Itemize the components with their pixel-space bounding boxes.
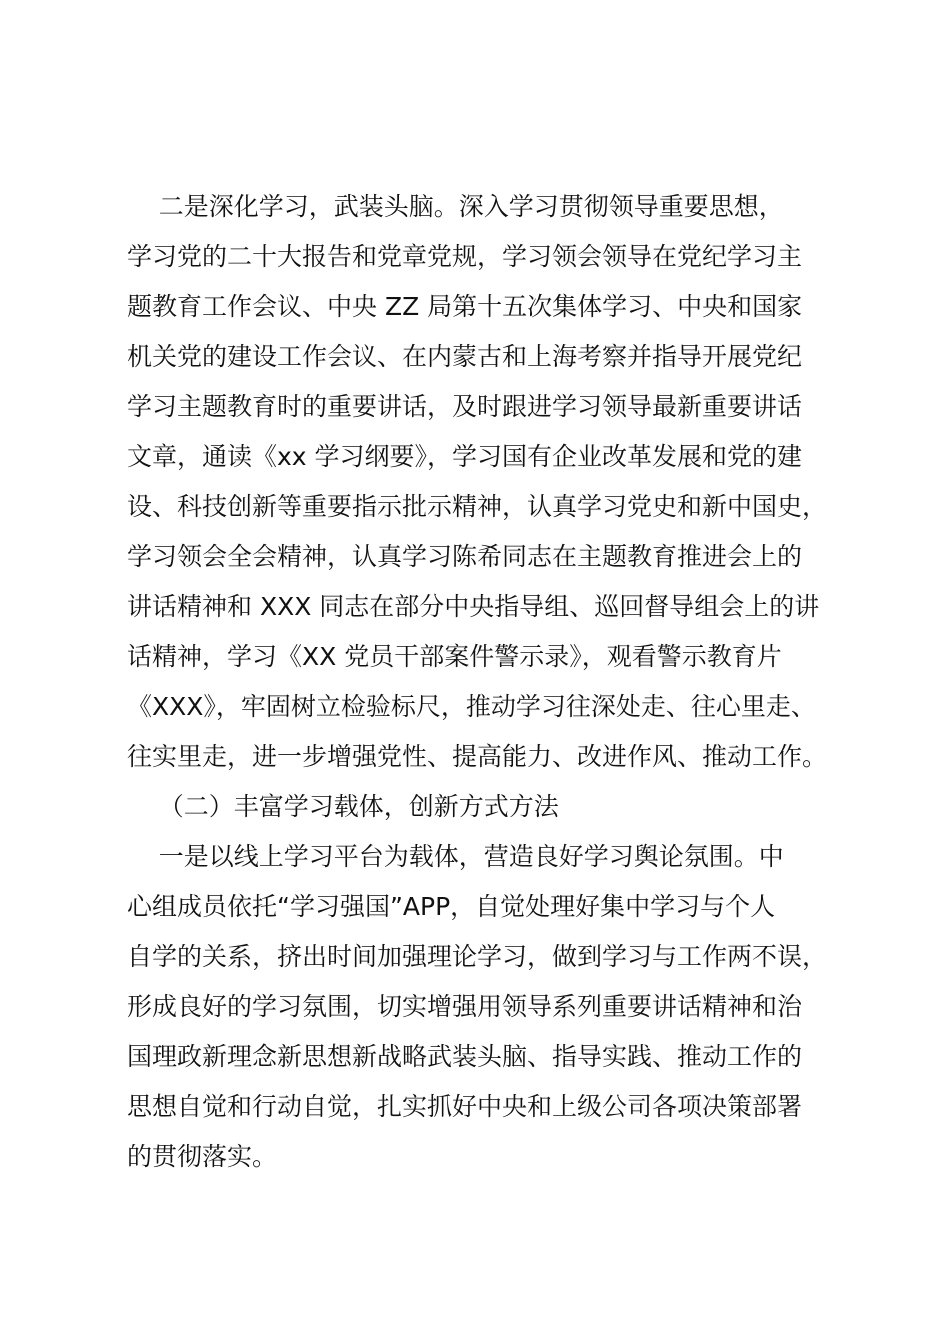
paragraph-line: 文章，通读《xx 学习纲要》，学习国有企业改革发展和党的建 (127, 442, 803, 471)
paragraph-line: 自学的关系，挤出时间加强理论学习，做到学习与工作两不误， (127, 942, 828, 971)
paragraph-line: 一是以线上学习平台为载体，营造良好学习舆论氛围。中 (127, 842, 784, 871)
paragraph-line: 话精神，学习《XX 党员干部案件警示录》，观看警示教育片 (127, 642, 782, 671)
paragraph-line: 往实里走，进一步增强党性、提高能力、改进作风、推动工作。 (127, 742, 828, 771)
paragraph-line: 《XXX》，牢固树立检验标尺，推动学习往深处走、往心里走、 (127, 692, 816, 721)
paragraph-line: 心组成员依托“学习强国”APP，自觉处理好集中学习与个人 (127, 892, 776, 921)
paragraph-line: 学习主题教育时的重要讲话，及时跟进学习领导最新重要讲话 (127, 392, 803, 421)
paragraph-line: 设、科技创新等重要指示批示精神，认真学习党史和新中国史， (127, 492, 828, 521)
document-body (127, 182, 847, 1182)
paragraph-line: 学习领会全会精神，认真学习陈希同志在主题教育推进会上的 (127, 542, 803, 571)
section-heading: （二）丰富学习载体，创新方式方法 (127, 792, 559, 821)
paragraph-line: 形成良好的学习氛围，切实增强用领导系列重要讲话精神和治 (127, 992, 803, 1021)
paragraph-line: 题教育工作会议、中央 ZZ 局第十五次集体学习、中央和国家 (127, 292, 803, 321)
paragraph-line: 的贯彻落实。 (127, 1142, 278, 1171)
paragraph-line: 思想自觉和行动自觉，扎实抓好中央和上级公司各项决策部署 (127, 1092, 803, 1121)
paragraph-line: 机关党的建设工作会议、在内蒙古和上海考察并指导开展党纪 (127, 342, 803, 371)
paragraph-line: 讲话精神和 XXX 同志在部分中央指导组、巡回督导组会上的讲 (127, 592, 820, 621)
paragraph-line: 二是深化学习，武装头脑。深入学习贯彻领导重要思想， (127, 192, 784, 221)
paragraph-line: 国理政新理念新思想新战略武装头脑、指导实践、推动工作的 (127, 1042, 803, 1071)
paragraph-line: 学习党的二十大报告和党章党规，学习领会领导在党纪学习主 (127, 242, 803, 271)
